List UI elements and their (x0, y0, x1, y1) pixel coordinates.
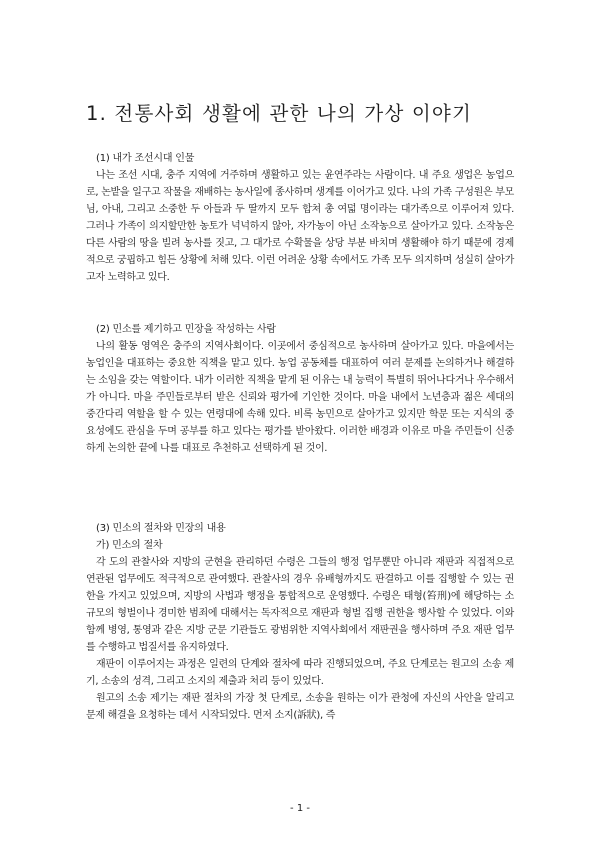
section-3-paragraph-1: 각 도의 관찰사와 지방의 군현을 관리하던 수령은 그들의 행정 업무뿐만 아니라 재판과 직접적으로 연관된 업무에도 적극적으로 관여했다. 관찰사의 경우 유배형까지도 판결하고 이를 집행할 수 있는 권한을 가지고 있었으며, 지방의 사법과 행정을 통합적으로 운영했다. 수령은 태형(笞刑)에 해당하는 소규모의 형벌이나 경미한 범죄에 대해서는 독자적으로 재판과 형벌 집행 권한을 행사할 수 있었다. 이와 함께 병영, 통영과 같은 지방 군문 기관들도 광범위한 지역사회에서 재판권을 행사하며 주요 재판 업무를 수행하고 법질서를 유지하였다. (86, 557, 514, 653)
page-title: 1. 전통사회 생활에 관한 나의 가상 이야기 (86, 102, 472, 125)
section-1-paragraph: 나는 조선 시대, 충주 지역에 거주하며 생활하고 있는 윤연주라는 사람이다. 내 주요 생업은 농업으로, 논밭을 일구고 작물을 재배하는 농사일에 종사하며 생계를 이어가고 있다. 나의 가족 구성원은 부모님, 아내, 그리고 소중한 두 아들과 두 딸까지 모두 합쳐 총 여덟 명이라는 대가족으로 이루어져 있다. 그러나 가족이 의지할만한 농토가 넉넉하지 않아, 자가농이 아닌 소작농으로 살아가고 있다. 소작농은 다른 사람의 땅을 빌려 농사를 짓고, 그 대가로 수확물을 상당 부분 바치며 생활해야 하기 때문에 경제적으로 궁핍하고 힘든 상황에 처해 있다. 이런 어려운 상황 속에서도 가족 모두 의지하며 성실히 살아가고자 노력하고 있다. (86, 170, 514, 283)
section-3-subheading: 가) 민소의 절차 (96, 540, 163, 551)
section-1 (86, 150, 514, 286)
section-3 (86, 520, 514, 724)
section-2-paragraph: 나의 활동 영역은 충주의 지역사회이다. 이곳에서 중심적으로 농사하며 살아가고 있다. 마을에서는 농업인을 대표하는 중요한 직책을 맡고 있다. 농업 공동체를 대표하여 여러 문제를 논의하거나 해결하는 소임을 갖는 역할이다. 내가 이러한 직책을 맡게 된 이유는 내 능력이 특별히 뛰어나다거나 우수해서가 아니다. 마을 주민들로부터 받은 신뢰와 평가에 기인한 것이다. 마을 내에서 노년층과 젊은 세대의 중간다리 역할을 할 수 있는 연령대에 속해 있다. 비록 농민으로 살아가고 있지만 학문 또는 지식의 중요성에도 관심을 두며 공부를 하고 있다는 평가를 받아왔다. 이러한 배경과 이유로 마을 주민들이 신중하게 논의한 끝에 나를 대표로 추천하고 선택하게 된 것이. (86, 341, 514, 454)
section-1-heading: (1) 내가 조선시대 인물 (96, 153, 195, 164)
page-number: - 1 - (290, 803, 310, 814)
section-3-paragraph-2: 재판이 이루어지는 과정은 일련의 단계와 절차에 따라 진행되었으며, 주요 단계로는 원고의 소송 제기, 소송의 성격, 그리고 소지의 제출과 처리 등이 있었다. (86, 659, 514, 687)
section-3-paragraph-3: 원고의 소송 제기는 재판 절차의 가장 첫 단계로, 소송을 원하는 이가 관청에 자신의 사안을 알리고 문제 해결을 요청하는 데서 시작되었다. 먼저 소지(訴狀), 즉 (86, 693, 514, 721)
section-3-heading: (3) 민소의 절차와 민장의 내용 (96, 523, 226, 534)
section-2 (86, 321, 514, 457)
section-2-heading: (2) 민소를 제기하고 민장을 작성하는 사람 (96, 324, 276, 335)
